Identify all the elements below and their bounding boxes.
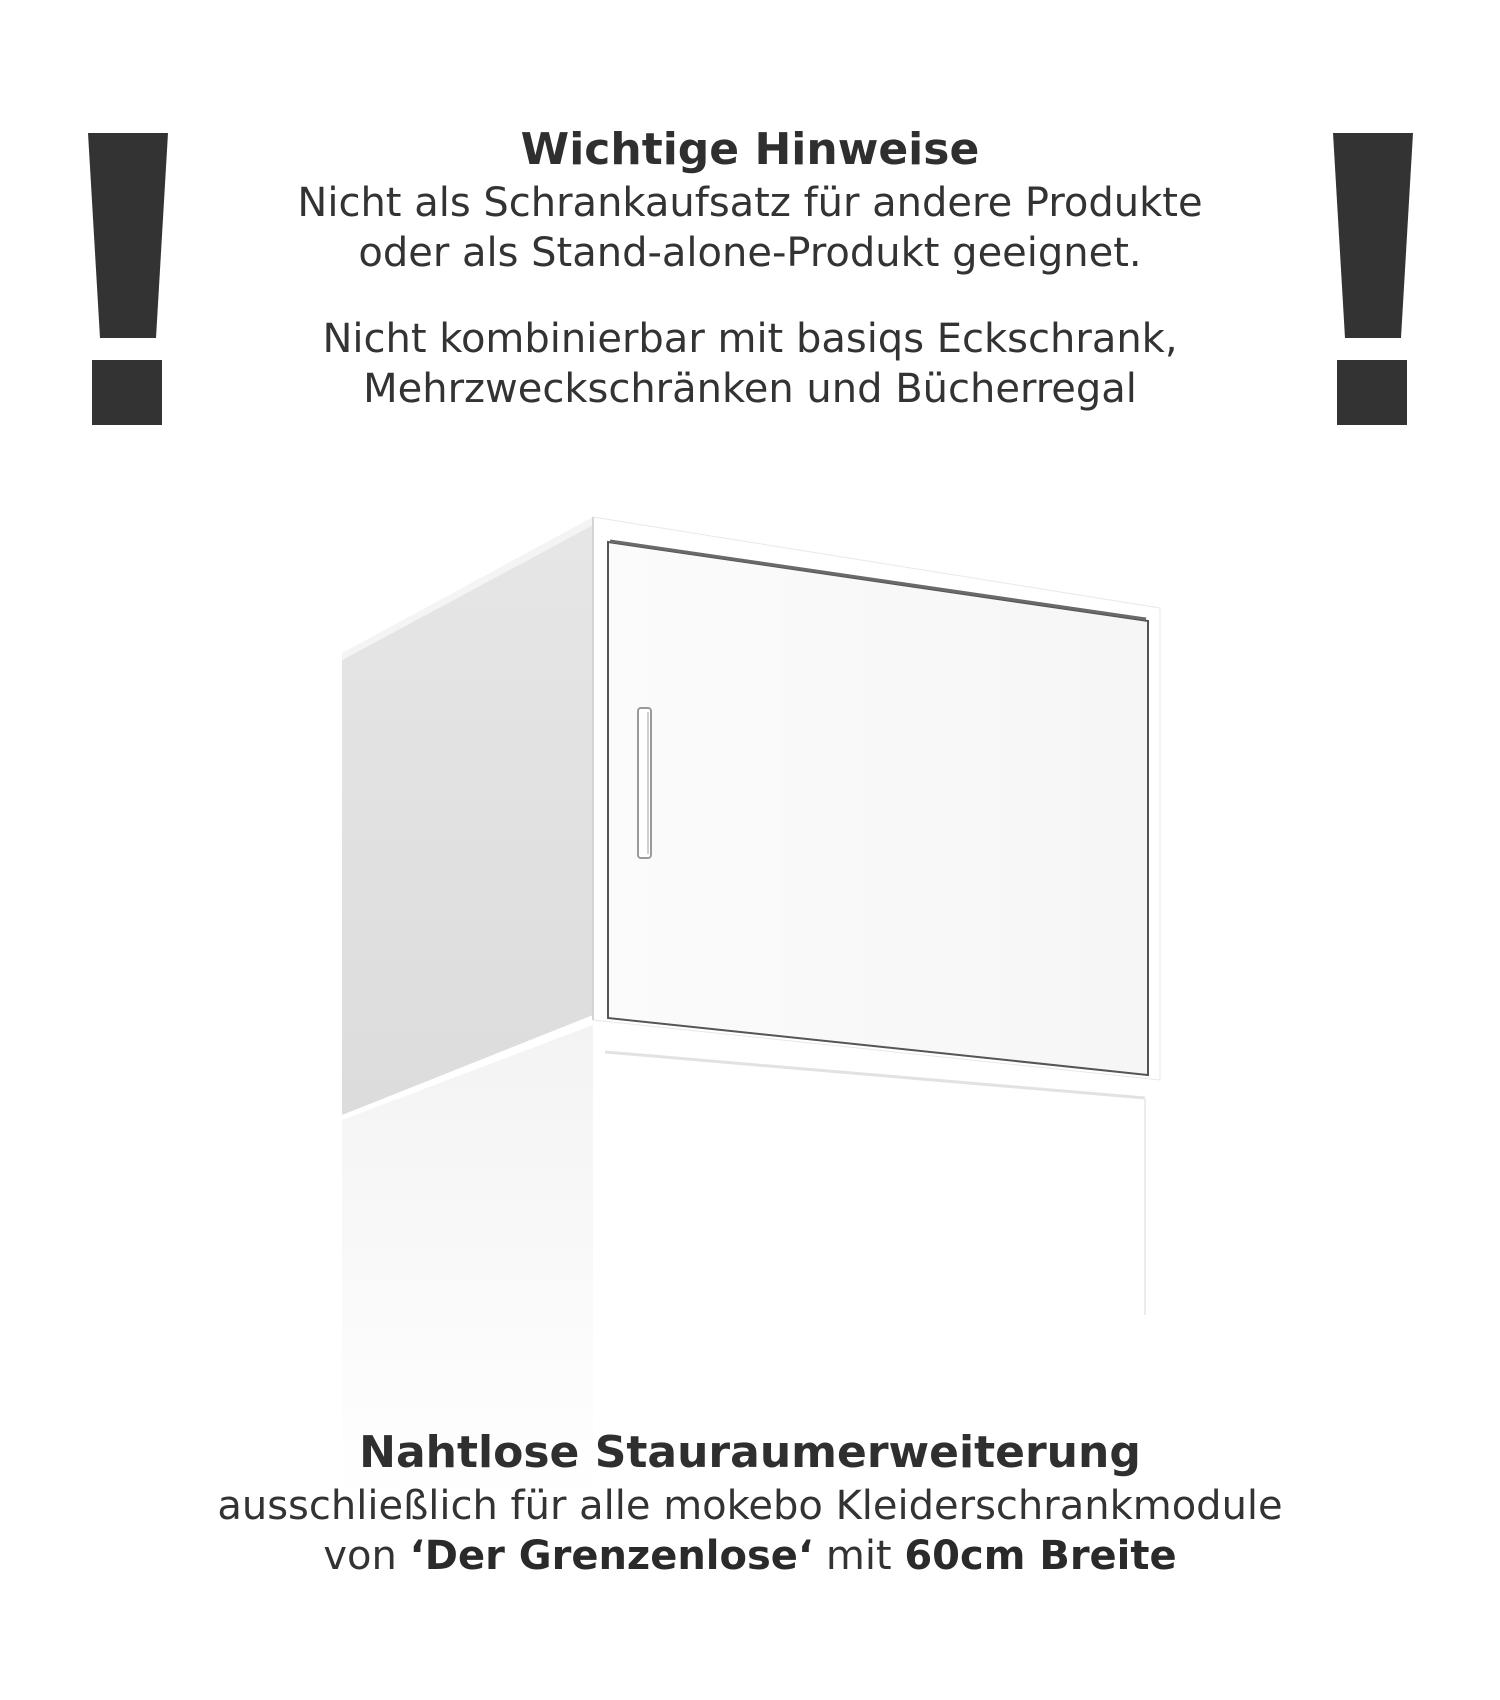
notice-line: oder als Stand-alone-Produkt geeignet. <box>358 230 1142 276</box>
exclamation-bar <box>88 133 168 338</box>
footer-prefix: von <box>323 1533 410 1579</box>
important-notice <box>190 122 1310 414</box>
notice-line: Mehrzweckschränken und Bücherregal <box>363 366 1137 412</box>
exclamation-mark-icon <box>88 133 168 433</box>
footer-title: Nahtlose Stauraumerweiterung <box>359 1427 1141 1478</box>
notice-line: Nicht kombinierbar mit basiqs Eckschrank, <box>322 316 1178 362</box>
product-note <box>100 1425 1400 1581</box>
footer-middle: mit <box>813 1533 905 1579</box>
notice-line: Nicht als Schrankaufsatz für andere Produkte <box>297 180 1203 226</box>
exclamation-dot <box>1337 360 1407 425</box>
exclamation-bar <box>1333 133 1413 338</box>
exclamation-mark-icon <box>1333 133 1413 433</box>
exclamation-dot <box>92 360 162 425</box>
product-width: 60cm Breite <box>904 1533 1177 1579</box>
notice-title: Wichtige Hinweise <box>520 124 980 175</box>
footer-line: ausschließlich für alle mokebo Kleiderschrankmodule <box>217 1483 1283 1529</box>
footer-line-compat <box>100 1531 1400 1581</box>
product-name: ‘Der Grenzenlose‘ <box>409 1533 814 1579</box>
upper-module <box>342 517 1160 1115</box>
cabinet-top-module-image <box>330 515 1170 1505</box>
